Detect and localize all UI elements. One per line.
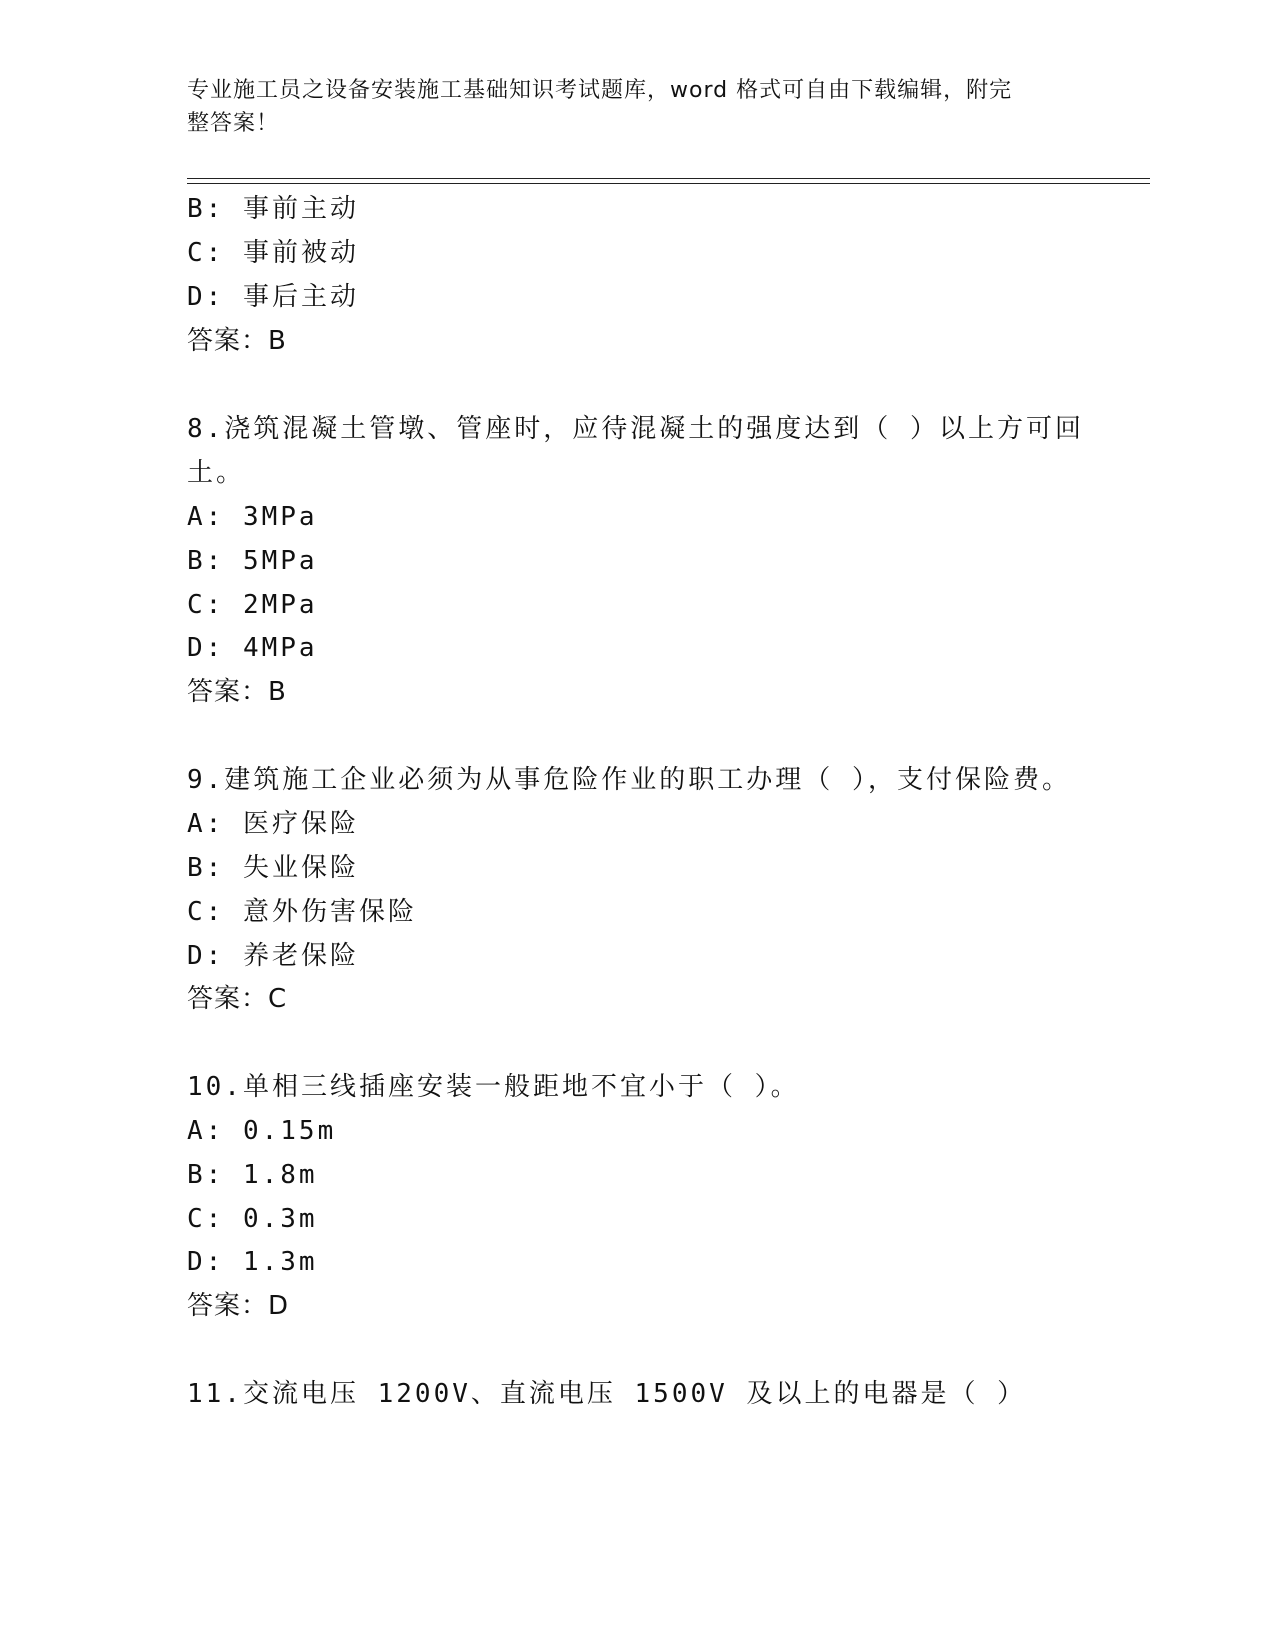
q10-option-c: C: 0.3m bbox=[187, 1204, 318, 1234]
q9-option-d: D: 养老保险 bbox=[187, 941, 359, 971]
q10-option-a: A: 0.15m bbox=[187, 1116, 337, 1146]
q7-option-d: D: 事后主动 bbox=[187, 282, 359, 312]
q8-option-c: C: 2MPa bbox=[187, 590, 318, 620]
q9-option-c: C: 意外伤害保险 bbox=[187, 897, 417, 927]
q7-option-c: C: 事前被动 bbox=[187, 238, 359, 268]
q9-option-b: B: 失业保险 bbox=[187, 853, 359, 883]
q10-option-d: D: 1.3m bbox=[187, 1247, 318, 1277]
q10-answer: 答案：D bbox=[187, 1291, 290, 1321]
q9-option-a: A: 医疗保险 bbox=[187, 809, 359, 839]
header-divider-top bbox=[187, 178, 1150, 179]
header-divider-bottom bbox=[187, 183, 1150, 184]
q7-option-b: B: 事前主动 bbox=[187, 194, 359, 224]
document-header bbox=[187, 74, 1067, 140]
header-line-1: 专业施工员之设备安装施工基础知识考试题库，word 格式可自由下载编辑，附完 bbox=[187, 78, 1013, 103]
q8-stem-line-2: 土。 bbox=[187, 458, 246, 488]
q10-stem: 10.单相三线插座安装一般距地不宜小于（ ）。 bbox=[187, 1072, 800, 1102]
q11-stem: 11.交流电压 1200V、直流电压 1500V 及以上的电器是（ ） bbox=[187, 1379, 1027, 1409]
q7-answer: 答案：B bbox=[187, 326, 287, 356]
q8-option-b: B: 5MPa bbox=[187, 546, 318, 576]
q10-option-b: B: 1.8m bbox=[187, 1160, 318, 1190]
q8-option-d: D: 4MPa bbox=[187, 633, 318, 663]
header-line-2: 整答案！ bbox=[187, 111, 280, 136]
q9-answer: 答案：C bbox=[187, 984, 288, 1014]
q8-option-a: A: 3MPa bbox=[187, 502, 318, 532]
q8-answer: 答案：B bbox=[187, 677, 287, 707]
q8-stem-line-1: 8.浇筑混凝土管墩、管座时，应待混凝土的强度达到（ ）以上方可回 bbox=[187, 414, 1084, 444]
q9-stem: 9.建筑施工企业必须为从事危险作业的职工办理（ ），支付保险费。 bbox=[187, 765, 1071, 795]
